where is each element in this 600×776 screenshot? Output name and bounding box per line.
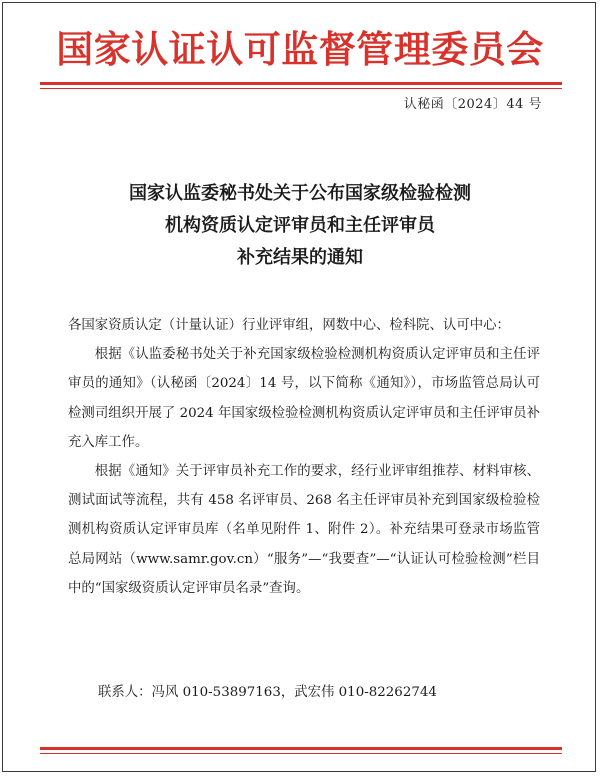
paragraph-1: 根据《认监委秘书处关于补充国家级检验检测机构资质认定评审员和主任评审员的通知》（认秘函〔2024〕14 号，以下简称《通知》），市场监管总局认可检测司组织开展了 2024 年国家级检验检测机构资质认定评审员和主任评审员补充入库工作。: [68, 347, 540, 450]
org-letterhead: 国家认证认可监督管理委员会: [56, 28, 544, 71]
header-rule-thin: [40, 88, 562, 89]
title-line-3: 补充结果的通知: [237, 247, 363, 268]
footer-rule-thick: [40, 747, 562, 750]
footer-rule-thin: [40, 753, 562, 754]
document-number: 认秘函〔2024〕44 号: [403, 97, 542, 112]
paragraph-2: 根据《通知》关于评审员补充工作的要求，经行业评审组推荐、材料审核、测试面试等流程，共有 458 名评审员、268 名主任评审员补充到国家级检验检测机构资质认定评审员库（名单见附件 1、附件 2）。补充结果可登录市场监管总局网站（www.samr.gov.cn）“服务”—“我要查”—“认证认可检验检测”栏目中的“国家级资质认定评审员名录”查询。: [68, 464, 540, 596]
salutation: 各国家资质认定（计量认证）行业评审组，网数中心、检科院、认可中心：: [68, 318, 510, 333]
notice-body: [68, 311, 540, 603]
contact-line: 联系人：冯风 010-53897163，武宏伟 010-82262744: [98, 685, 437, 700]
title-line-1: 国家认监委秘书处关于公布国家级检验检测: [129, 183, 471, 204]
header-rule-thick: [40, 82, 562, 85]
notice-title: [0, 178, 600, 274]
title-line-2: 机构资质认定评审员和主任评审员: [165, 215, 435, 236]
